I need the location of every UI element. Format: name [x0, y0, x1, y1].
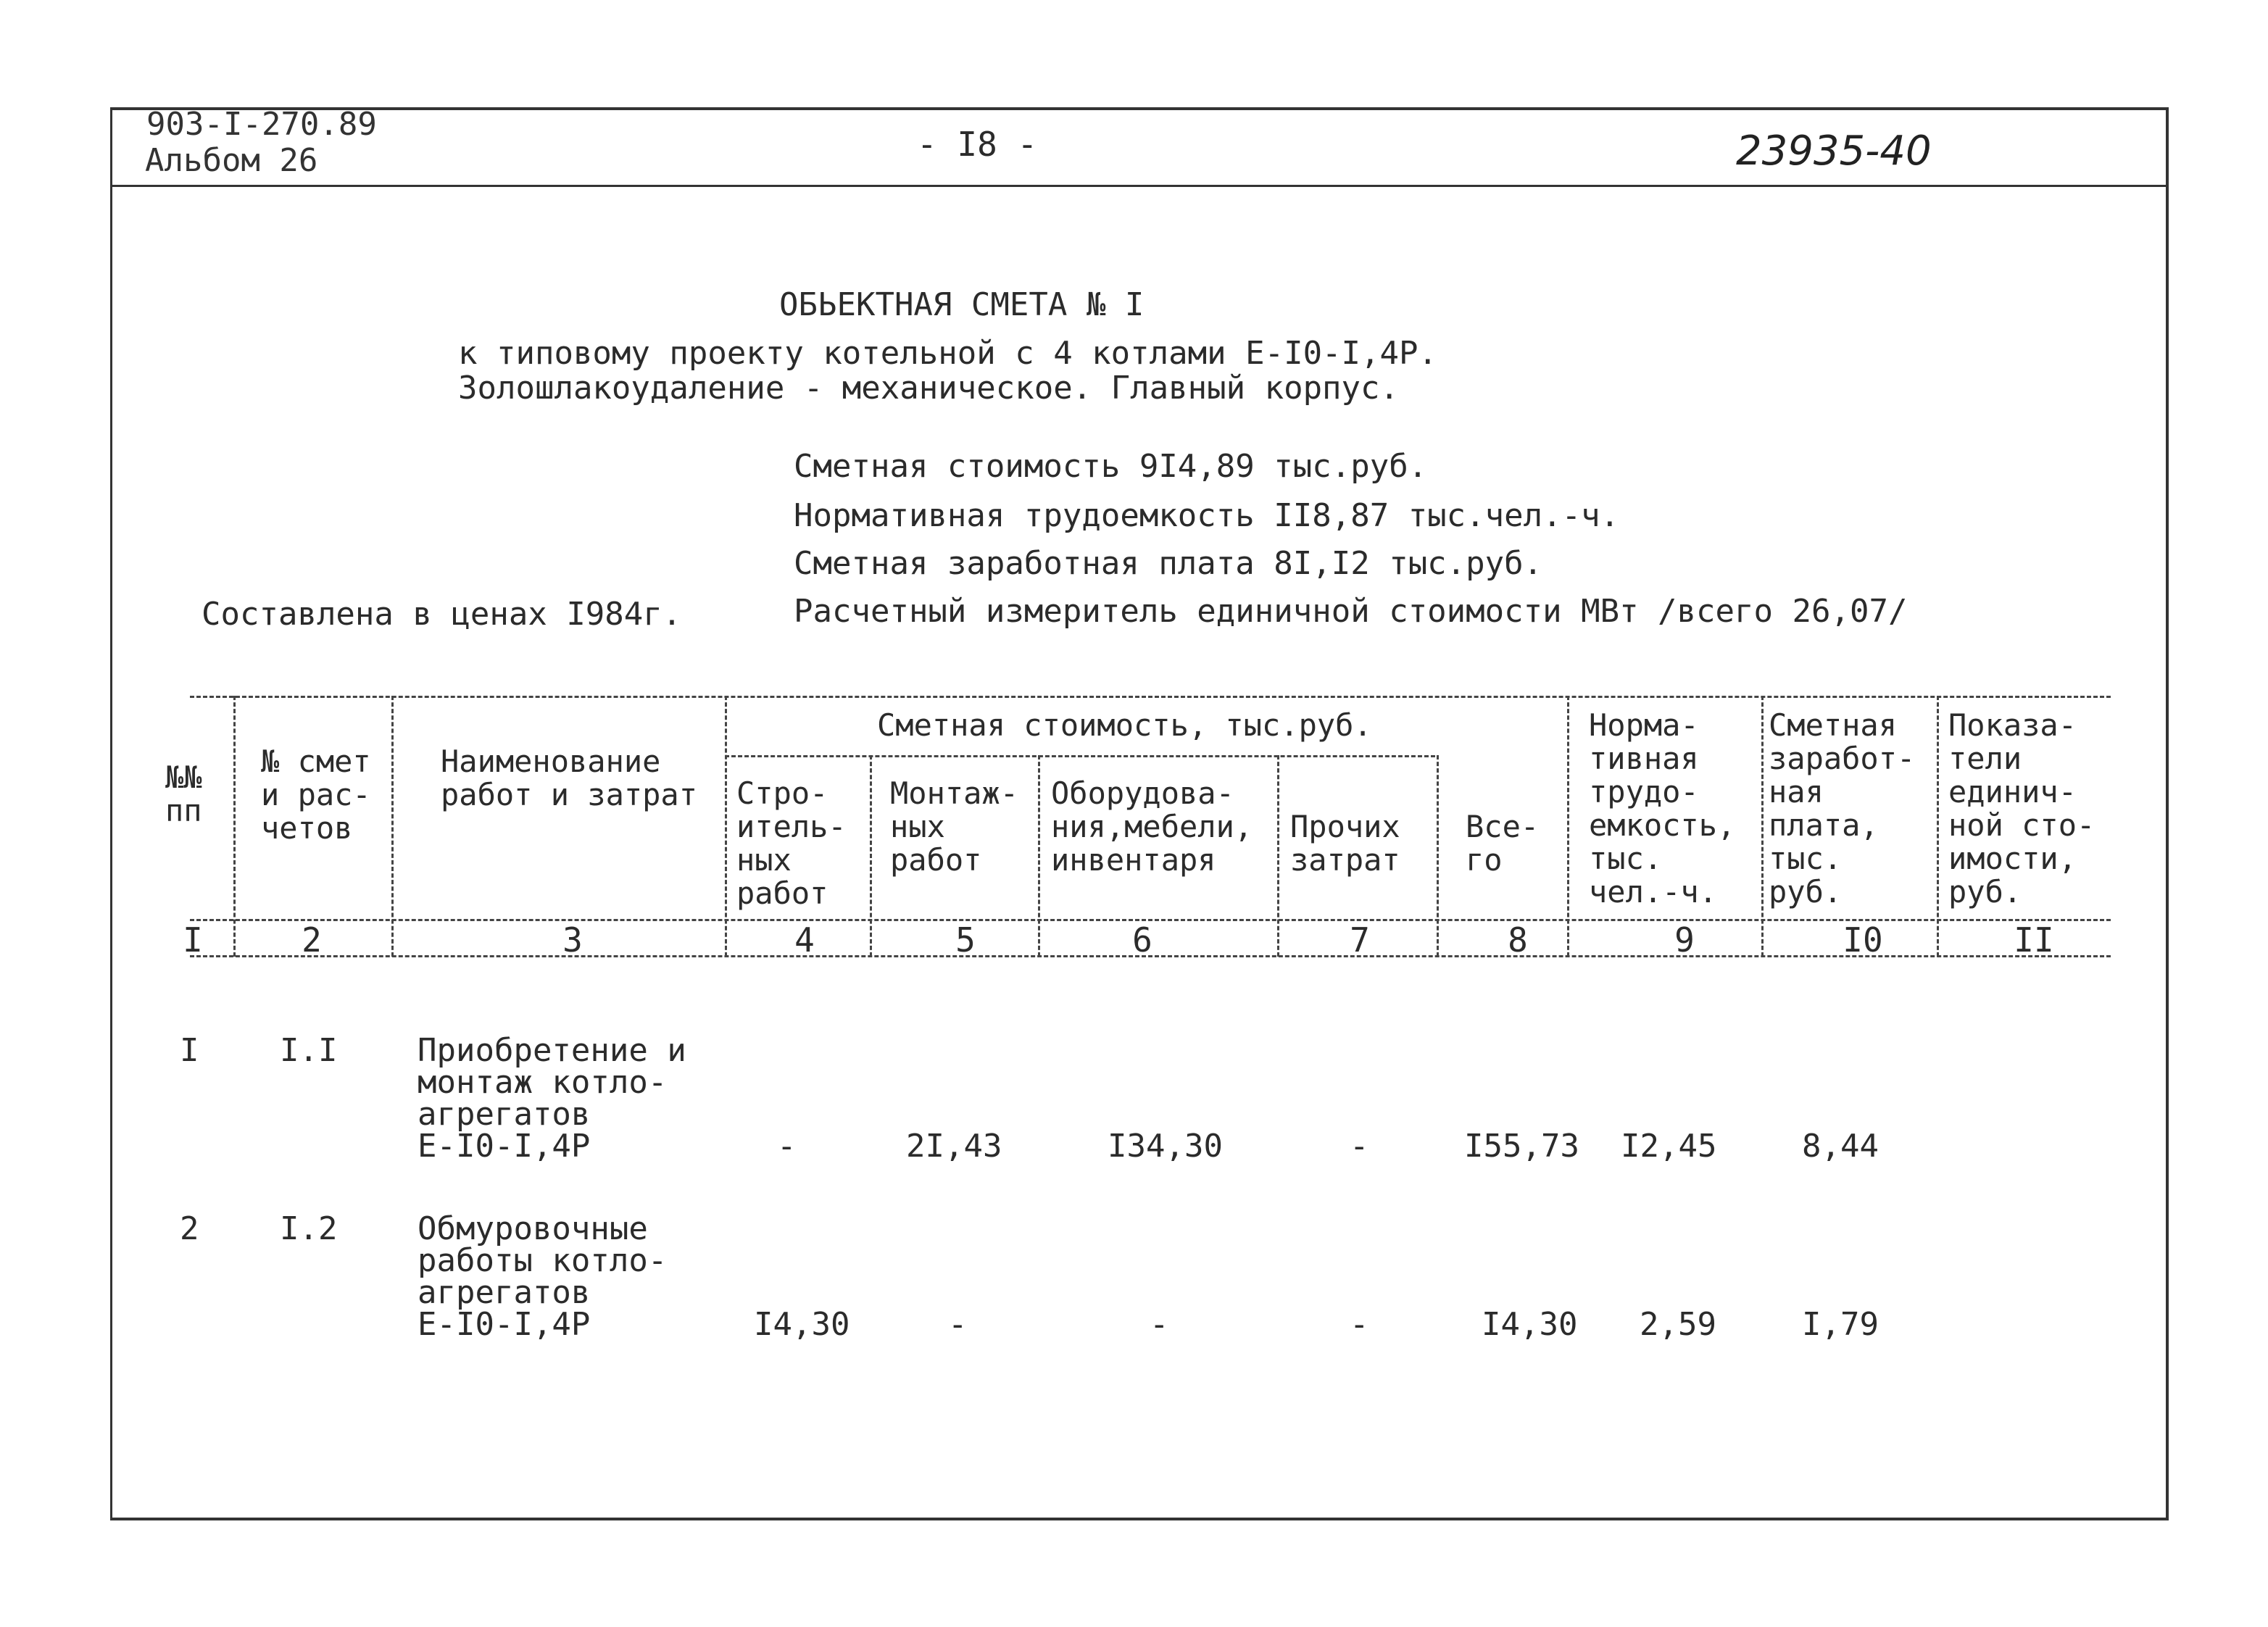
- col-separator-7: [1437, 755, 1439, 957]
- col-number-9: 9: [1674, 920, 1695, 960]
- header-row-number: №№ пп: [165, 760, 202, 828]
- album-label: Альбом 26: [145, 142, 318, 179]
- row-construction: -: [777, 1128, 797, 1165]
- col-number-4: 4: [794, 920, 815, 960]
- row-installation: -: [948, 1306, 968, 1343]
- col-separator-8: [1567, 696, 1569, 957]
- header-rule: [110, 185, 2169, 187]
- col-number-3: 3: [562, 920, 583, 960]
- col-number-6: 6: [1132, 920, 1152, 960]
- document-number: 23935-40: [1736, 128, 1932, 175]
- col-separator-2: [391, 696, 394, 957]
- row-wage: I,79: [1802, 1306, 1879, 1343]
- row-other: -: [1350, 1306, 1369, 1343]
- col-number-11: II: [2014, 920, 2054, 960]
- col-separator-9: [1761, 696, 1764, 957]
- row-name-line: Е-I0-I,4Р: [418, 1306, 591, 1343]
- col-separator-5: [1038, 755, 1040, 957]
- row-total: I55,73: [1464, 1128, 1579, 1165]
- header-work-name: Наименование работ и затрат: [441, 744, 698, 812]
- col-separator-3: [725, 696, 727, 957]
- row-installation: 2I,43: [906, 1128, 1002, 1165]
- project-code: 903-I-270.89: [146, 106, 377, 143]
- row-name-line: монтаж котло-: [418, 1064, 668, 1101]
- labor-intensity: Нормативная трудоемкость II8,87 тыс.чел.-ч.: [794, 497, 1620, 534]
- header-installation: Монтаж- ных работ: [890, 775, 1019, 878]
- col-number-2: 2: [302, 920, 322, 960]
- row-name-line: Е-I0-I,4Р: [418, 1128, 591, 1165]
- col-number-5: 5: [955, 920, 976, 960]
- page-number: - I8 -: [917, 125, 1038, 164]
- row-equipment: -: [1150, 1306, 1169, 1343]
- header-total: Все- го: [1466, 809, 1540, 878]
- header-labor: Норма- тивная трудо- емкость, тыс. чел.-ч.: [1589, 707, 1736, 910]
- group-header-rule: [725, 755, 1435, 757]
- header-cost-group: Сметная стоимость, тыс.руб.: [877, 707, 1372, 743]
- price-basis: Составлена в ценах I984г.: [202, 596, 682, 633]
- row-labor: 2,59: [1640, 1306, 1716, 1343]
- document-subtitle-1: к типовому проекту котельной с 4 котлами Е-I0-I,4Р.: [458, 335, 1438, 372]
- table-top-rule: [190, 696, 2111, 698]
- header-other: Прочих затрат: [1290, 809, 1400, 878]
- row-estimate: I.I: [280, 1032, 338, 1069]
- document-title: ОБЬЕКТНАЯ СМЕТА № I: [779, 286, 1145, 323]
- unit-measure: Расчетный измеритель единичной стоимости МВт /всего 26,07/: [794, 593, 1908, 630]
- row-name-line: агрегатов: [418, 1096, 591, 1133]
- col-number-8: 8: [1508, 920, 1528, 960]
- header-unit-indicator: Показа- тели единич- ной сто- имости, руб.: [1948, 707, 2095, 910]
- col-separator-4: [870, 755, 872, 957]
- row-total: I4,30: [1482, 1306, 1578, 1343]
- row-construction: I4,30: [754, 1306, 850, 1343]
- document-subtitle-2: Золошлакоудаление - механическое. Главный корпус.: [458, 370, 1400, 407]
- header-equipment: Оборудова- ния,мебели, инвентаря: [1051, 775, 1253, 878]
- row-estimate: I.2: [280, 1210, 338, 1247]
- row-name-line: агрегатов: [418, 1274, 591, 1311]
- col-number-10: I0: [1843, 920, 1883, 960]
- row-equipment: I34,30: [1108, 1128, 1223, 1165]
- wage-fund: Сметная заработная плата 8I,I2 тыс.руб.: [794, 545, 1543, 582]
- estimated-cost: Сметная стоимость 9I4,89 тыс.руб.: [794, 448, 1428, 485]
- col-separator-10: [1937, 696, 1939, 957]
- row-number: 2: [180, 1210, 199, 1247]
- row-wage: 8,44: [1802, 1128, 1879, 1165]
- header-construction: Стро- итель- ных работ: [736, 775, 847, 911]
- col-number-7: 7: [1350, 920, 1370, 960]
- row-name-line: работы котло-: [418, 1242, 668, 1279]
- row-name-line: Приобретение и: [418, 1032, 686, 1069]
- header-wage: Сметная заработ- ная плата, тыс. руб.: [1769, 707, 1916, 910]
- col-separator-6: [1277, 755, 1279, 957]
- row-other: -: [1350, 1128, 1369, 1165]
- header-estimate-number: № смет и рас- четов: [261, 744, 371, 846]
- row-labor: I2,45: [1621, 1128, 1717, 1165]
- row-number: I: [180, 1032, 199, 1069]
- row-name-line: Обмуровочные: [418, 1210, 648, 1247]
- col-number-1: I: [183, 920, 203, 960]
- col-separator-1: [233, 696, 236, 957]
